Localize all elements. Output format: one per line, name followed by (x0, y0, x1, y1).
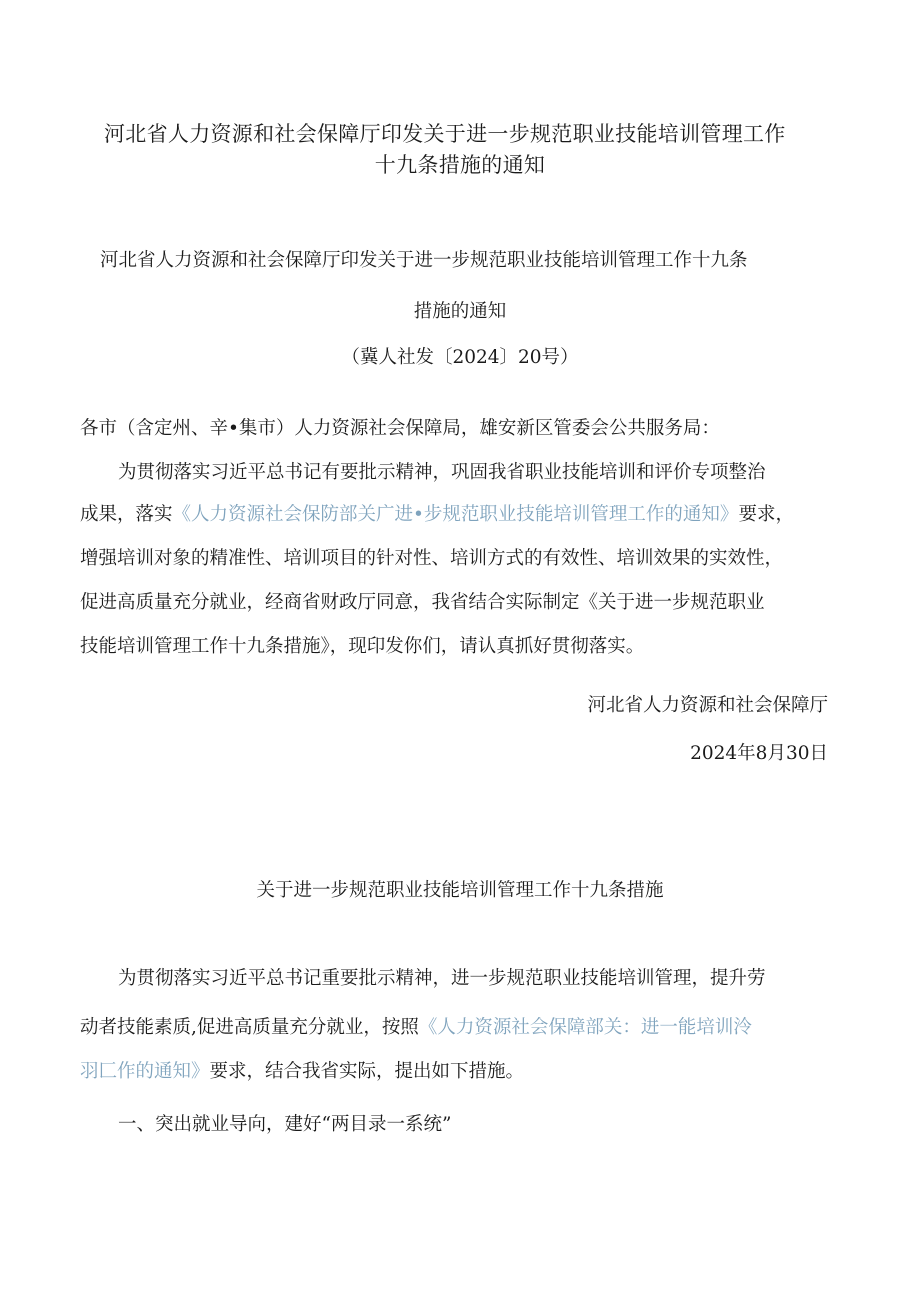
para1-line2-pre: 成果，落实 (80, 504, 173, 525)
para2-line3-post: 要求，结合我省实际，提出如下措施。 (209, 1061, 525, 1082)
para2-line1: 为贯彻落实习近平总书记重要批示精神，进一步规范职业技能培训管理，提升劳 (118, 968, 766, 989)
para1-line4: 促进高质量充分就业，经商省财政厅同意，我省结合实际制定《关于进一步规范职业 (80, 592, 765, 613)
item-1-heading: 一、突出就业导向，建好“两目录一系统” (118, 1114, 452, 1135)
main-title-line1: 河北省人力资源和社会保障厅印发关于进一步规范职业技能培训管理工作 (104, 122, 786, 146)
signature-date: 2024年8月30日 (690, 743, 828, 764)
para2-line2 (80, 1013, 752, 1039)
para1-line2-post: 要求， (738, 504, 794, 525)
signature-org: 河北省人力资源和社会保障厅 (587, 695, 828, 716)
subtitle-line2: 措施的通知 (413, 301, 507, 322)
para1-line3: 增强培训对象的精准性、培训项目的针对性、培训方式的有效性、培训效果的实效性， (80, 548, 784, 569)
para1-line5: 技能培训管理工作十九条措施》，现印发你们，请认真抓好贯彻落实。 (80, 636, 645, 657)
section-title: 关于进一步规范职业技能培训管理工作十九条措施 (256, 880, 664, 901)
para2-line2-pre: 动者技能素质,促进高质量充分就业，按照 (80, 1017, 419, 1038)
notice-link-1[interactable]: 《人力资源社会保防部关广进•步规范职业技能培训管理工作的通知》 (172, 504, 739, 525)
main-title-line2: 十九条措施的通知 (374, 153, 546, 177)
document-number: （冀人社发〔2024〕20号） (341, 347, 579, 368)
para1-line2 (80, 500, 794, 526)
para2-line3 (80, 1057, 524, 1083)
subtitle-line1: 河北省人力资源和社会保障厅印发关于进一步规范职业技能培训管理工作十九条 (100, 250, 748, 271)
notice-link-2[interactable]: 《人力资源社会保障部关：进一能培训泠 (418, 1017, 752, 1038)
notice-link-2-continued[interactable]: 羽匚作的通知》 (80, 1061, 210, 1082)
recipients: 各市（含定州、辛•集市）人力资源社会保障局，雄安新区管委会公共服务局： (80, 418, 720, 439)
para1-line1: 为贯彻落实习近平总书记有要批示精神，巩固我省职业技能培训和评价专项整治 (118, 462, 766, 483)
